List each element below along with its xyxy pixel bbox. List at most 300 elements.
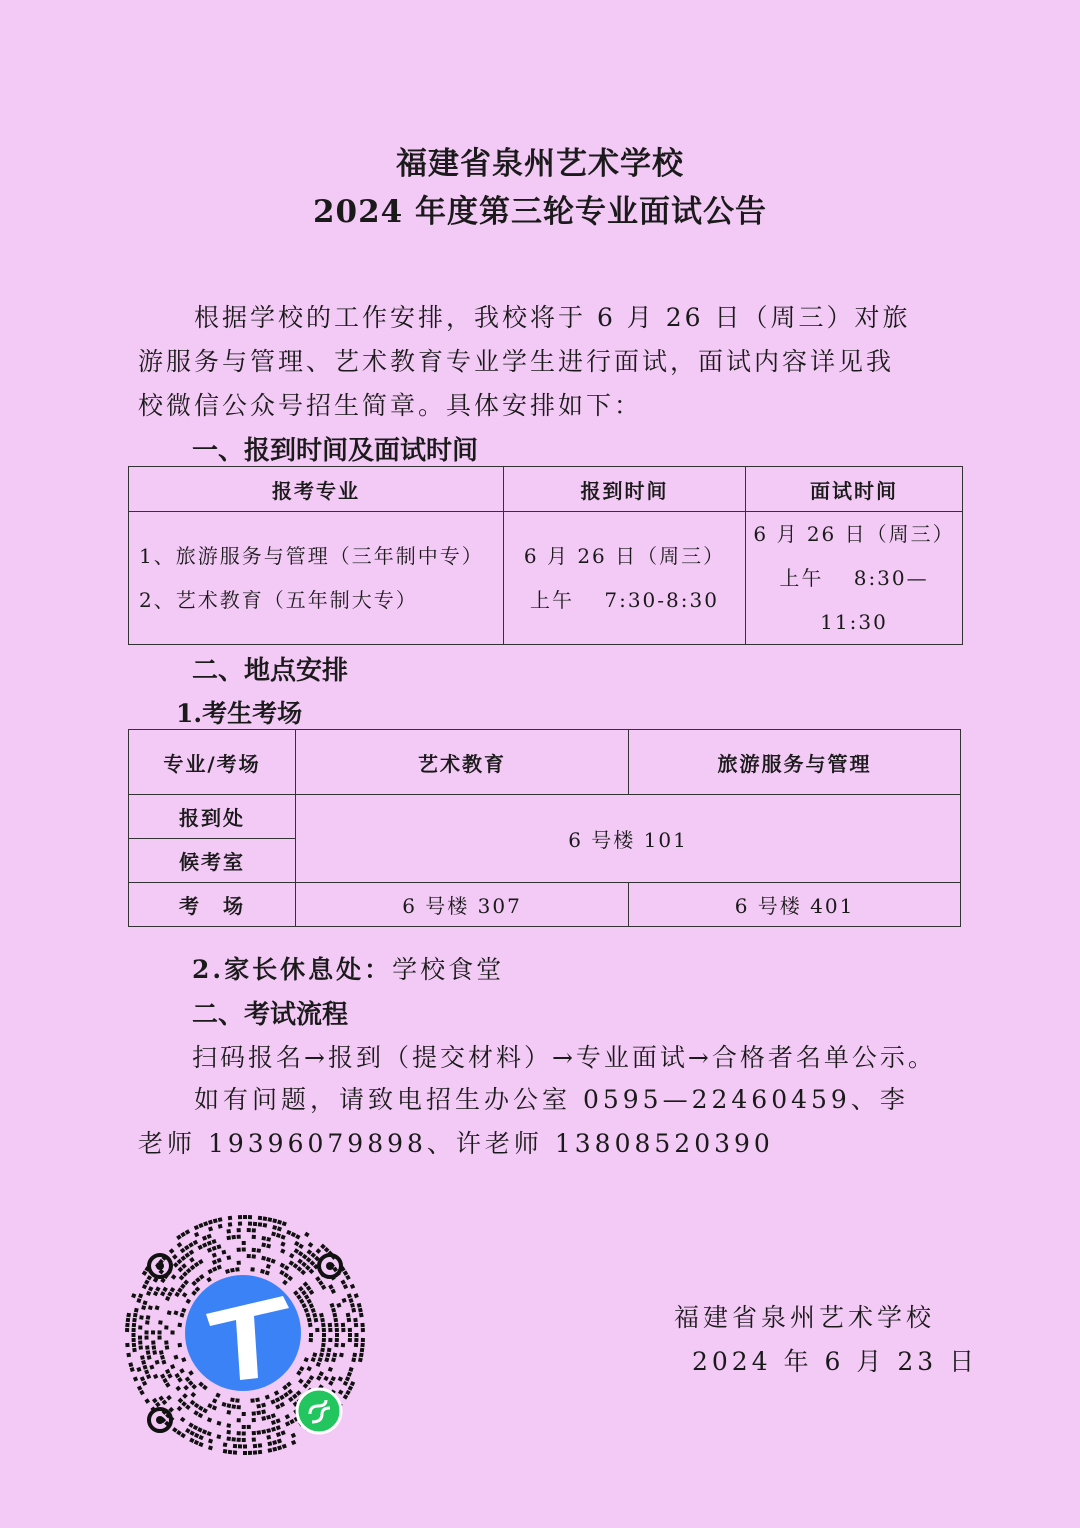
col-tourism: 旅游服务与管理 [629,730,961,795]
qr-dot [298,1243,304,1249]
qr-dot [144,1279,149,1284]
qr-dot [189,1438,194,1443]
qr-dot [237,1405,241,1409]
qr-dot [280,1402,285,1407]
qr-dot [180,1433,186,1439]
qr-dot [226,1236,231,1241]
qr-dot [348,1385,353,1390]
qr-dot [353,1318,358,1323]
qr-dot [212,1260,217,1265]
qr-dot [243,1445,247,1449]
qr-dot [258,1443,263,1448]
qr-dot [160,1374,165,1379]
qr-dot [180,1313,185,1318]
qr-dot [261,1256,266,1261]
qr-dot [185,1404,191,1410]
qr-dot [175,1386,181,1392]
qr-dot [237,1248,241,1252]
qr-dot [354,1343,358,1347]
qr-dot [252,1235,256,1239]
checkin-date: 6 月 26 日（周三） [523,544,726,568]
qr-dot [351,1308,356,1313]
qr-dot [316,1248,322,1254]
checkin-cell [504,512,746,645]
qr-dot [191,1290,197,1296]
qr-dot [256,1404,261,1409]
qr-dot [155,1402,161,1408]
qr-dot [194,1440,199,1445]
qr-dot [148,1305,153,1310]
qr-dot [247,1425,251,1429]
qr-dot [323,1376,328,1381]
qr-dot [206,1277,212,1283]
qr-dot [255,1397,260,1402]
qr-dot [306,1379,312,1385]
major-item: 1、旅游服务与管理（三年制中专） [139,544,484,568]
qr-dot [258,1450,262,1454]
qr-dot [265,1395,270,1400]
qr-dot [198,1413,203,1418]
qr-dot [207,1417,212,1422]
qr-dot [152,1345,157,1350]
qr-dot [281,1235,286,1240]
qr-dot [319,1313,324,1318]
qr-dot [252,1418,256,1422]
qr-dot [191,1280,197,1286]
qr-dot [355,1333,359,1337]
qr-dot [272,1225,277,1230]
qr-dot [189,1257,195,1263]
qr-dot [212,1246,217,1251]
exam-room-subheading: 1.考生考场 [176,699,303,728]
interview-date: 6 月 26 日（周三） [753,522,955,546]
qr-dot [247,1228,251,1232]
qr-dot [198,1223,203,1228]
qr-dot [282,1221,287,1226]
qr-dot [174,1292,179,1297]
qr-dot [153,1374,158,1379]
qr-dot [258,1216,262,1220]
qr-dot [188,1242,193,1247]
qr-dot [359,1353,364,1358]
qr-dot [242,1247,246,1251]
row-exam-label: 考 场 [129,883,296,927]
qr-dot [360,1323,364,1327]
qr-finder-center [156,1262,164,1270]
qr-dot [289,1419,294,1424]
qr-dot [315,1328,319,1332]
qr-dot [261,1409,266,1414]
qr-dot [140,1376,145,1381]
section1-heading: 一、报到时间及面试时间 [192,436,479,466]
qr-dot [233,1444,237,1448]
qr-dot [328,1338,332,1342]
qr-dot [208,1220,213,1225]
qr-dot [318,1357,323,1362]
contact-paragraph: 如有问题，请致电招生办公室 0595—22460459、李老师 19396079898、许老师 13808520390 [138,1085,909,1158]
qr-dot [304,1232,310,1238]
qr-dot [207,1431,212,1436]
qr-dot [173,1310,178,1315]
qr-dot [198,1259,203,1264]
qr-dot [299,1366,304,1371]
parent-rest-value: 学校食堂 [392,955,505,984]
qr-dot [350,1381,355,1386]
qr-dot [132,1323,136,1327]
qr-dot [186,1268,192,1274]
qr-dot [285,1414,290,1419]
qr-dot [173,1262,179,1268]
qr-dot [272,1447,277,1452]
qr-dot [212,1405,217,1410]
qr-dot [342,1298,347,1303]
qr-dot [331,1376,336,1381]
qr-dot [354,1323,358,1327]
qr-dot [295,1234,300,1239]
qr-dot [341,1328,345,1332]
qr-dot [314,1318,319,1323]
qr-dot [202,1429,207,1434]
qr-dot [343,1381,348,1386]
qr-dot [335,1338,339,1342]
qr-dot [331,1357,336,1362]
qr-dot [321,1323,325,1327]
qr-dot [271,1259,276,1264]
qr-dot [302,1254,308,1260]
qr-dot [339,1353,344,1358]
qr-dot [231,1235,235,1239]
qr-dot [183,1280,189,1286]
qr-dot [242,1431,246,1435]
qr-dot [257,1430,262,1435]
intro-paragraph: 根据学校的工作安排，我校将于 6 月 26 日（周三）对旅游服务与管理、艺术教育专业学生进行面试，面试内容详见我校微信公众号招生简章。具体安排如下： [138,303,911,420]
section3-heading: 二、考试流程 [192,1000,349,1030]
qr-dot [286,1381,292,1387]
miniprogram-qr-code[interactable] [118,1208,372,1462]
qr-dot [348,1333,352,1337]
checkin-time: 上午 7:30-8:30 [530,588,719,612]
qr-dot [226,1410,231,1415]
qr-dot [292,1394,298,1400]
qr-dot [253,1450,257,1454]
qr-dot [299,1299,304,1304]
qr-dot [189,1250,195,1256]
qr-dot [250,1267,254,1271]
qr-dot [125,1343,129,1347]
qr-dot [181,1357,186,1362]
location-table [128,729,961,927]
qr-dot [148,1286,153,1291]
qr-dot [188,1422,193,1427]
qr-dot [141,1360,146,1365]
qr-dot [288,1397,294,1403]
qr-dot [207,1403,212,1408]
qr-dot [235,1267,239,1271]
qr-dot [216,1244,221,1249]
qr-dot [143,1365,148,1370]
qr-dot [178,1398,184,1404]
qr-dot [182,1271,188,1277]
qr-dot [345,1376,350,1381]
qr-dot [193,1410,199,1416]
qr-dot [179,1368,184,1373]
qr-dot [237,1228,241,1232]
qr-dot [358,1308,363,1313]
signature-org: 福建省泉州艺术学校 [674,1303,936,1332]
qr-dot [348,1328,352,1332]
qr-dot [237,1418,241,1422]
qr-dot [350,1284,355,1289]
qr-dot [261,1403,266,1408]
qr-dot [354,1293,359,1298]
schedule-table [128,466,963,645]
qr-dot [142,1284,147,1289]
qr-dot [180,1248,186,1254]
qr-dot [335,1333,339,1337]
qr-dot [231,1437,235,1441]
col-art-education: 艺术教育 [296,730,629,795]
qr-dot [207,1241,212,1246]
qr-dot [248,1222,252,1226]
qr-dot [306,1366,311,1371]
qr-dot [213,1218,218,1223]
qr-dot [348,1338,352,1342]
qr-dot [194,1403,200,1409]
qr-dot [215,1393,220,1398]
qr-dot [147,1355,152,1360]
qr-dot [266,1435,271,1440]
qr-dot [352,1353,357,1358]
qr-dot [354,1338,358,1342]
qr-dot [190,1400,196,1406]
qr-dot [177,1242,183,1248]
qr-dot [160,1355,165,1360]
qr-dot [301,1303,306,1308]
qr-dot [338,1389,343,1394]
qr-dot [284,1265,290,1271]
qr-dot [238,1215,242,1219]
qr-dot [324,1247,330,1253]
qr-dot [351,1357,356,1362]
qr-dot [252,1437,256,1441]
qr-dot [248,1451,252,1455]
qr-dot [157,1335,161,1339]
qr-dot [324,1357,329,1362]
qr-dot [208,1439,213,1444]
qr-dot [139,1390,144,1395]
qr-finder-center [156,1416,164,1424]
qr-dot [266,1415,271,1420]
qr-dot [194,1232,199,1237]
qr-dot [310,1260,316,1266]
qr-dot [349,1367,354,1372]
qr-dot [298,1286,304,1292]
exam-room-tourism: 6 号楼 401 [629,883,961,927]
qr-dot [265,1270,270,1275]
qr-dot [207,1248,212,1253]
qr-dot [287,1389,293,1395]
qr-dot [186,1299,191,1304]
qr-dot [195,1286,201,1292]
qr-dot [315,1276,321,1282]
qr-dot [146,1315,151,1320]
qr-dot [137,1385,142,1390]
qr-dot [311,1308,316,1313]
qr-dot [270,1399,275,1404]
qr-dot [316,1375,321,1380]
qr-dot [162,1399,168,1405]
qr-dot [169,1248,175,1254]
parent-rest-line [192,950,504,986]
qr-dot [343,1394,349,1400]
qr-dot [194,1225,199,1230]
qr-dot [280,1248,285,1253]
qr-dot [152,1350,157,1355]
qr-dot [147,1275,152,1280]
qr-dot [226,1403,231,1408]
qr-dot [208,1445,213,1450]
qr-dot [332,1353,337,1358]
qr-dot [202,1242,207,1247]
shared-room: 6 号楼 101 [296,795,961,883]
qr-dot [155,1360,160,1365]
qr-dot [334,1343,338,1347]
qr-dot [328,1284,333,1289]
qr-dot [162,1378,167,1383]
qr-dot [152,1398,158,1404]
qr-dot [243,1215,247,1219]
parent-rest-label: 2.家长休息处： [192,955,393,984]
section2-heading: 二、地点安排 [192,656,349,686]
qr-dot [132,1343,136,1347]
qr-dot [318,1280,324,1286]
qr-dot [309,1303,314,1308]
miniprogram-icon [297,1389,341,1433]
qr-dot [271,1427,276,1432]
qr-dot [293,1290,299,1296]
qr-dot [132,1333,136,1337]
qr-dot [185,1252,191,1258]
qr-dot [298,1378,304,1384]
qr-dot [250,1398,254,1402]
qr-dot [305,1313,310,1318]
qr-dot [170,1330,174,1334]
qr-dot [328,1328,332,1332]
qr-dot [167,1310,172,1315]
qr-dot [350,1303,355,1308]
qr-dot [237,1261,241,1265]
qr-dot [309,1375,315,1381]
qr-dot [126,1353,131,1358]
qr-dot [282,1385,288,1391]
qr-dot [328,1367,333,1372]
qr-dot [333,1318,338,1323]
qr-dot [134,1308,139,1313]
qr-dot [248,1215,252,1219]
qr-dot [345,1390,350,1395]
qr-dot [144,1330,148,1334]
qr-dot [126,1318,130,1322]
qr-dot [132,1328,136,1332]
qr-dot [212,1239,217,1244]
qr-dot [194,1262,200,1268]
qr-dot [252,1228,256,1232]
qr-dot [185,1229,190,1234]
qr-dot [301,1262,307,1268]
qr-dot [260,1269,265,1274]
qr-dot [181,1401,187,1407]
qr-dot [237,1438,241,1442]
qr-dot [294,1248,299,1253]
qr-dot [199,1435,204,1440]
qr-dot [319,1352,324,1357]
qr-dot [217,1265,222,1270]
qr-dot [275,1397,280,1402]
row-waiting-label: 候考室 [129,839,296,883]
qr-dot [176,1430,182,1436]
qr-dot [144,1369,149,1374]
qr-dot [287,1276,293,1282]
qr-dot [231,1404,236,1409]
qr-dot [179,1275,185,1281]
qr-dot [303,1281,309,1287]
qr-dot [228,1450,232,1454]
qr-dot [336,1303,341,1308]
row-checkin-label: 报到处 [129,795,296,839]
qr-dot [237,1431,241,1435]
qr-dot [223,1449,228,1454]
qr-dot [252,1431,256,1435]
qr-dot [340,1279,345,1284]
qr-dot [159,1350,164,1355]
qr-dot [216,1421,221,1426]
qr-dot [334,1323,338,1327]
qr-dot [188,1370,194,1376]
qr-dot [142,1270,148,1276]
exam-flow: 扫码报名→报到（提交材料）→专业面试→合格者名单公示。 [192,1043,936,1072]
qr-dot [263,1216,268,1221]
qr-dot [145,1345,149,1349]
qr-dot [217,1258,222,1263]
qr-dot [320,1348,325,1353]
qr-dot [164,1340,168,1344]
qr-dot [188,1380,194,1386]
qr-finder-center [326,1262,334,1270]
qr-dot [197,1245,202,1250]
qr-dot [347,1293,352,1298]
qr-dot [322,1328,326,1332]
qr-dot [226,1229,231,1234]
qr-dot [283,1392,289,1398]
qr-dot [165,1345,170,1350]
interview-time: 上午 8:30—11:30 [779,566,929,634]
qr-dot [291,1433,296,1438]
qr-dot [153,1291,158,1296]
majors-cell [129,512,504,645]
qr-dot [272,1218,277,1223]
qr-dot [312,1352,317,1357]
qr-dot [272,1440,277,1445]
qr-dot [349,1298,354,1303]
qr-dot [132,1318,137,1323]
qr-dot [301,1290,307,1296]
qr-dot [180,1255,186,1261]
qr-dot [310,1252,316,1258]
qr-dot [277,1226,282,1231]
qr-dot [161,1360,166,1365]
qr-dot [139,1315,144,1320]
qr-dot [276,1233,281,1238]
